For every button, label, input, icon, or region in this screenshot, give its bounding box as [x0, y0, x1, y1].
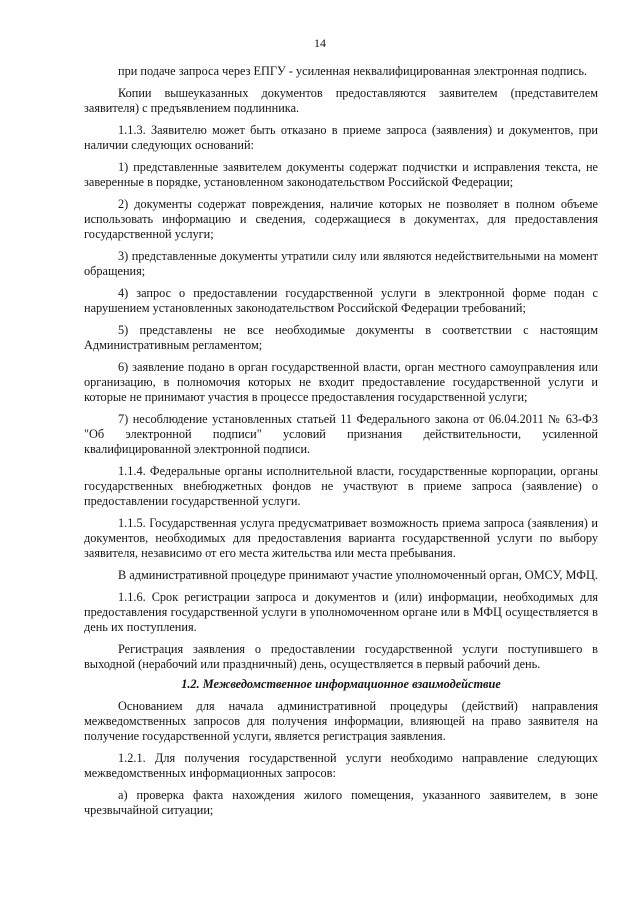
paragraph-reason-5: 5) представлены не все необходимые документы в соответствии с настоящим Административным регламентом;	[84, 323, 598, 352]
paragraph-1-1-4: 1.1.4. Федеральные органы исполнительной власти, государственные корпорации, органы государственных внебюджетных фондов не участвуют в приеме запроса (заявление) о предоставлении государственной услуги.	[84, 464, 598, 508]
paragraph-interagency-basis: Основанием для начала административной процедуры (действий) направления межведомственных запросов для получения информации, влияющей на право заявителя на получение государственной услуги, является регистрация заявления.	[84, 699, 598, 743]
paragraph-document-copies: Копии вышеуказанных документов предоставляются заявителем (представителем заявителя) с предъявлением подлинника.	[84, 86, 598, 115]
paragraph-reason-4: 4) запрос о предоставлении государственной услуги в электронной форме подан с нарушением установленных законодательством Российской Федерации требований;	[84, 286, 598, 315]
paragraph-1-2-1: 1.2.1. Для получения государственной услуги необходимо направление следующих межведомственных информационных запросов:	[84, 751, 598, 780]
paragraph-reason-1: 1) представленные заявителем документы содержат подчистки и исправления текста, не заверенные в порядке, установленном законодательством Российской Федерации;	[84, 160, 598, 189]
page-number: 14	[314, 36, 326, 50]
paragraph-check-a: а) проверка факта нахождения жилого помещения, указанного заявителем, в зоне чрезвычайной ситуации;	[84, 788, 598, 817]
paragraph-1-1-6: 1.1.6. Срок регистрации запроса и документов и (или) информации, необходимых для предоставления государственной услуги в уполномоченном органе или в МФЦ осуществляется в день их поступления.	[84, 590, 598, 634]
paragraph-reason-3: 3) представленные документы утратили силу или являются недействительными на момент обращения;	[84, 249, 598, 278]
paragraph-reason-6: 6) заявление подано в орган государственной власти, орган местного самоуправления или организацию, в полномочия которых не входит предоставление государственной услуги и которые не принимают участия в процессе предоставления государственной услуги;	[84, 360, 598, 404]
paragraph-reason-2: 2) документы содержат повреждения, наличие которых не позволяет в полном объеме использовать информацию и сведения, содержащиеся в документах, для предоставления государственной услуги;	[84, 197, 598, 241]
paragraph-1-1-3: 1.1.3. Заявителю может быть отказано в приеме запроса (заявления) и документов, при наличии следующих оснований:	[84, 123, 598, 152]
section-heading-1-2: 1.2. Межведомственное информационное взаимодействие	[181, 677, 501, 691]
paragraph-1-1-5: 1.1.5. Государственная услуга предусматривает возможность приема запроса (заявления) и документов, необходимых для предоставления варианта государственной услуги по выбору заявителя, независимо от его места жительства или места пребывания.	[84, 516, 598, 560]
paragraph-participants: В административной процедуре принимают участие уполномоченный орган, ОМСУ, МФЦ.	[118, 568, 598, 582]
paragraph-epgu-signature: при подаче запроса через ЕПГУ - усиленная неквалифицированная электронная подпись.	[118, 64, 588, 78]
paragraph-reason-7: 7) несоблюдение установленных статьей 11 Федерального закона от 06.04.2011 № 63-ФЗ "Об электронной подписи" условий признания действительности, усиленной квалифицированной электронной подписи.	[84, 412, 598, 456]
document-body	[84, 64, 598, 825]
paragraph-registration-holiday: Регистрация заявления о предоставлении государственной услуги поступившего в выходной (нерабочий или праздничный) день, осуществляется в первый рабочий день.	[84, 642, 598, 671]
